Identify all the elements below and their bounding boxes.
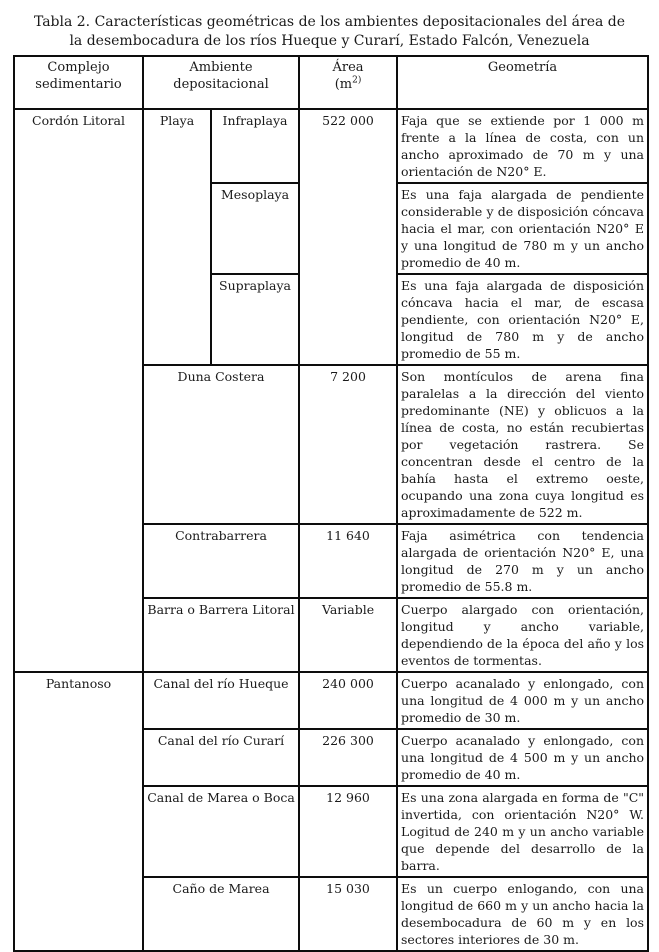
area-unit-prefix: (m <box>334 77 353 92</box>
cell-ambiente-playa: Playa <box>143 109 211 365</box>
cell-area-canal-curari: 226 300 <box>299 729 397 786</box>
cell-ambiente-canal-curari: Canal del río Curarí <box>143 729 299 786</box>
header-area-unit <box>303 76 393 93</box>
cell-ambiente-canal-hueque: Canal del río Hueque <box>143 672 299 729</box>
header-area <box>299 56 397 109</box>
row-canal-rio-hueque <box>14 672 648 729</box>
cell-geometria-supraplaya: Es una faja alargada de disposición cóncava hacia el mar, de escasa pendiente, con orientación N20° E, longitud de 780 m y de ancho promedio de 55 m. <box>397 274 648 365</box>
cell-ambiente-barra-litoral: Barra o Barrera Litoral <box>143 598 299 672</box>
cell-area-canal-hueque: 240 000 <box>299 672 397 729</box>
header-geometria: Geometría <box>397 56 648 109</box>
cell-subambiente-mesoplaya: Mesoplaya <box>211 183 299 274</box>
cell-subambiente-supraplaya: Supraplaya <box>211 274 299 365</box>
cell-area-barra-litoral: Variable <box>299 598 397 672</box>
cell-ambiente-canal-marea-boca: Canal de Marea o Boca <box>143 786 299 877</box>
cell-complejo-pantanoso: Pantanoso <box>14 672 143 951</box>
cell-subambiente-infraplaya: Infraplaya <box>211 109 299 183</box>
cell-geometria-canal-marea-boca: Es una zona alargada en forma de "C" invertida, con orientación N20° W. Logitud de 240 m y un ancho variable que depende del desarrollo de la barra. <box>397 786 648 877</box>
header-row <box>14 56 648 109</box>
cell-geometria-duna-costera: Son montículos de arena fina paralelas a la dirección del viento predominante (NE) y oblicuos a la línea de costa, no están recubiertas por vegetación rastrera. Se concentran desde el centro de la bahía hasta el extremo oeste, ocupando una zona cuya longitud es aproximadamente de 522 m. <box>397 365 648 524</box>
cell-complejo-cordon-litoral: Cordón Litoral <box>14 109 143 672</box>
geometry-table <box>13 55 649 952</box>
table-caption: Tabla 2. Características geométricas de los ambientes depositacionales del área de la desembocadura de los ríos Hueque y Curarí, Estado Falcón, Venezuela <box>33 14 626 49</box>
cell-ambiente-cano-marea: Caño de Marea <box>143 877 299 951</box>
cell-geometria-cano-marea: Es un cuerpo enlogando, con una longitud de 660 m y un ancho hacia la desembocadura de 60 m y en los sectores interiores de 30 m. <box>397 877 648 951</box>
header-complejo-sedimentario: Complejo sedimentario <box>14 56 143 109</box>
header-ambiente-depositacional: Ambiente depositacional <box>143 56 299 109</box>
cell-area-contrabarrera: 11 640 <box>299 524 397 598</box>
cell-geometria-contrabarrera: Faja asimétrica con tendencia alargada de orientación N20° E, una longitud de 270 m y un ancho promedio de 55.8 m. <box>397 524 648 598</box>
cell-area-cano-marea: 15 030 <box>299 877 397 951</box>
cell-geometria-barra-litoral: Cuerpo alargado con orientación, longitud y ancho variable, dependiendo de la época del año y los eventos de tormentas. <box>397 598 648 672</box>
area-unit-sup: 2) <box>352 75 362 86</box>
cell-geometria-canal-hueque: Cuerpo acanalado y enlongado, con una longitud de 4 000 m y un ancho promedio de 30 m. <box>397 672 648 729</box>
cell-geometria-canal-curari: Cuerpo acanalado y enlongado, con una longitud de 4 500 m y un ancho promedio de 40 m. <box>397 729 648 786</box>
row-infraplaya <box>14 109 648 183</box>
cell-area-canal-marea-boca: 12 960 <box>299 786 397 877</box>
cell-geometria-mesoplaya: Es una faja alargada de pendiente considerable y de disposición cóncava hacia el mar, con orientación N20° E y una longitud de 780 m y un ancho promedio de 40 m. <box>397 183 648 274</box>
cell-area-playa: 522 000 <box>299 109 397 365</box>
cell-ambiente-duna-costera: Duna Costera <box>143 365 299 524</box>
cell-area-duna-costera: 7 200 <box>299 365 397 524</box>
cell-geometria-infraplaya: Faja que se extiende por 1 000 m frente a la línea de costa, con un ancho aproximado de 70 m y una orientación de N20° E. <box>397 109 648 183</box>
cell-ambiente-contrabarrera: Contrabarrera <box>143 524 299 598</box>
header-area-label: Área <box>332 60 364 75</box>
